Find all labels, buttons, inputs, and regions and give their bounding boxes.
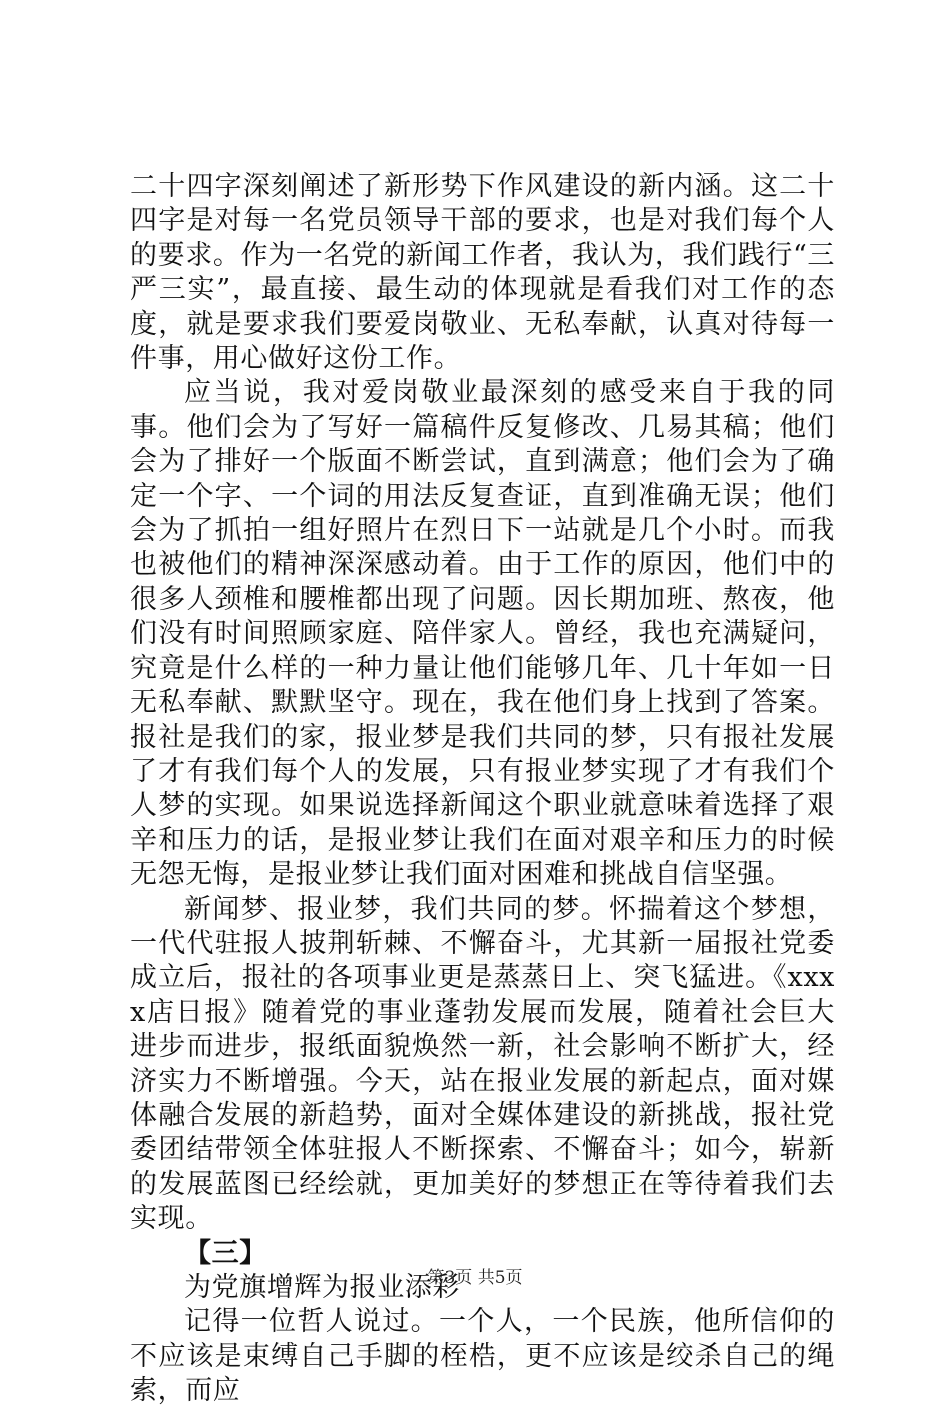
- page-footer: [0, 1263, 950, 1288]
- section-number-heading: 【三】: [184, 1237, 267, 1269]
- paragraph-continuation: 二十四字深刻阐述了新形势下作风建设的新内涵。这二十四字是对每一名党员领导干部的要求，也是对我们每个人的要求。作为一名党的新闻工作者，我认为，我们践行“三严三实”，最直接、最生动的体现就是看我们对工作的态度，就是要求我们要爱岗敬业、无私奉献，认真对待每一件事，用心做好这份工作。: [130, 171, 835, 375]
- document-body: [130, 170, 835, 1409]
- paragraph-shared-dream: 新闻梦、报业梦，我们共同的梦。怀揣着这个梦想，一代代驻报人披荆斩棘、不懈奋斗，尤其新一届报社党委成立后，报社的各项事业更是蒸蒸日上、突飞猛进。《xxxx店日报》随着党的事业蓬勃发展而发展，随着社会巨大进步而进步，报纸面貌焕然一新，社会影响不断扩大，经济实力不断增强。今天，站在报业发展的新起点，面对媒体融合发展的新趋势，面对全媒体建设的新挑战，报社党委团结带领全体驻报人不断探索、不懈奋斗；如今，崭新的发展蓝图已经绘就，更加美好的梦想正在等待着我们去实现。: [130, 893, 835, 1235]
- page-number-label: 第3页 共5页: [427, 1268, 523, 1288]
- paragraph-philosopher: 记得一位哲人说过。一个人，一个民族，他所信仰的不应该是束缚自己手脚的桎梏，更不应该是绞杀自己的绳索，而应: [130, 1306, 835, 1407]
- paragraph-colleagues: 应当说，我对爱岗敬业最深刻的感受来自于我的同事。他们会为了写好一篇稿件反复修改、几易其稿；他们会为了排好一个版面不断尝试，直到满意；他们会为了确定一个字、一个词的用法反复查证，直到准确无误；他们会为了抓拍一组好照片在烈日下一站就是几个小时。而我也被他们的精神深深感动着。由于工作的原因，他们中的很多人颈椎和腰椎都出现了问题。因长期加班、熬夜，他们没有时间照顾家庭、陪伴家人。曾经，我也充满疑问，究竟是什么样的一种力量让他们能够几年、几十年如一日无私奉献、默默坚守。现在，我在他们身上找到了答案。报社是我们的家，报业梦是我们共同的梦，只有报社发展了才有我们每个人的发展，只有报业梦实现了才有我们个人梦的实现。如果说选择新闻这个职业就意味着选择了艰辛和压力的话，是报业梦让我们在面对艰辛和压力的时候无怨无悔，是报业梦让我们面对困难和挑战自信坚强。: [130, 377, 835, 891]
- section-title: 为党旗增辉为报业添彩: [184, 1272, 460, 1303]
